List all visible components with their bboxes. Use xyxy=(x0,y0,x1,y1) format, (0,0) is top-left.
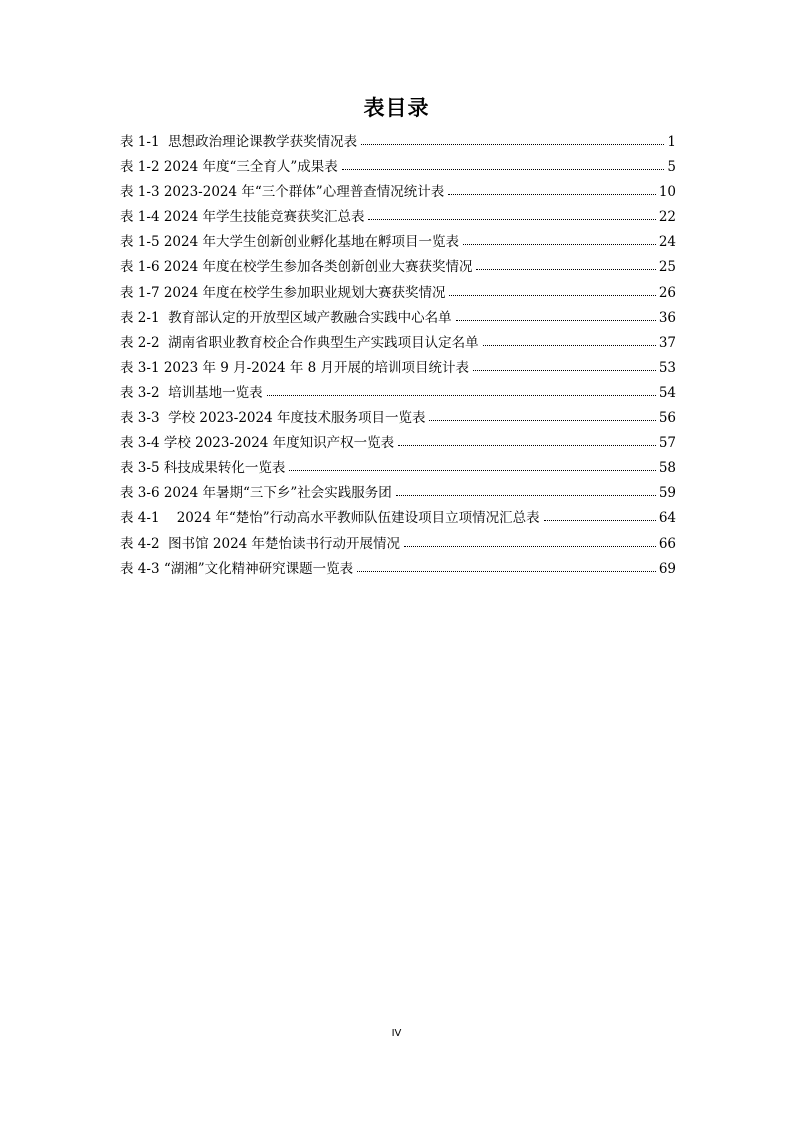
toc-entry-page: 54 xyxy=(658,384,676,401)
toc-entry-label: 表 1-6 2024 年度在校学生参加各类创新创业大赛获奖情况 xyxy=(120,259,473,276)
toc-entry-table-4-3[interactable] xyxy=(120,557,676,582)
toc-entry-page: 5 xyxy=(667,159,676,176)
toc-entry-label: 表 1-1 思想政治理论课教学获奖情况表 xyxy=(120,134,358,150)
toc-entry-label: 表 1-3 2023-2024 年“三个群体”心理普查情况统计表 xyxy=(120,184,445,201)
toc-entry-label: 表 2-2 湖南省职业教育校企合作典型生产实践项目认定名单 xyxy=(120,334,479,351)
toc-dot-leader xyxy=(357,567,656,572)
toc-entry-label: 表 4-3 “湖湘”文化精神研究课题一览表 xyxy=(120,560,354,577)
table-of-tables-list xyxy=(120,130,676,582)
toc-dot-leader xyxy=(361,140,664,145)
toc-dot-leader xyxy=(483,341,656,346)
toc-entry-label: 表 3-1 2023 年 9 月-2024 年 8 月开展的培训项目统计表 xyxy=(120,359,470,376)
toc-entry-page: 69 xyxy=(658,560,676,577)
toc-entry-page: 59 xyxy=(658,485,676,502)
toc-dot-leader xyxy=(456,316,656,321)
toc-entry-page: 37 xyxy=(658,334,676,351)
toc-entry-table-1-6[interactable] xyxy=(120,255,676,280)
toc-entry-page: 25 xyxy=(658,259,676,276)
toc-entry-page: 36 xyxy=(658,309,676,326)
toc-dot-leader xyxy=(473,366,656,371)
toc-entry-label: 表 3-2 培训基地一览表 xyxy=(120,384,263,401)
toc-dot-leader xyxy=(476,265,655,270)
toc-entry-label: 表 3-3 学校 2023-2024 年度技术服务项目一览表 xyxy=(120,410,426,427)
toc-entry-table-3-5[interactable] xyxy=(120,456,676,481)
toc-entry-table-3-1[interactable] xyxy=(120,356,676,381)
toc-entry-table-3-4[interactable] xyxy=(120,431,676,456)
toc-entry-label: 表 2-1 教育部认定的开放型区域产教融合实践中心名单 xyxy=(120,309,452,326)
toc-dot-leader xyxy=(267,391,656,396)
toc-entry-table-4-2[interactable] xyxy=(120,532,676,557)
toc-entry-table-3-3[interactable] xyxy=(120,406,676,431)
toc-entry-label: 表 3-6 2024 年暑期“三下乡”社会实践服务团 xyxy=(120,485,392,502)
toc-entry-label: 表 1-7 2024 年度在校学生参加职业规划大赛获奖情况 xyxy=(120,284,446,301)
toc-entry-table-2-1[interactable] xyxy=(120,306,676,331)
toc-entry-label: 表 1-5 2024 年大学生创新创业孵化基地在孵项目一览表 xyxy=(120,234,459,251)
toc-entry-page: 57 xyxy=(658,435,676,452)
toc-dot-leader xyxy=(368,215,655,220)
toc-entry-table-3-6[interactable] xyxy=(120,481,676,506)
toc-entry-label: 表 1-4 2024 年学生技能竞赛获奖汇总表 xyxy=(120,209,365,226)
toc-entry-label: 表 3-5 科技成果转化一览表 xyxy=(120,460,286,477)
toc-dot-leader xyxy=(463,240,656,245)
toc-entry-label: 表 4-1 2024 年“楚怡”行动高水平教师队伍建设项目立项情况汇总表 xyxy=(120,510,540,527)
toc-entry-table-1-1[interactable] xyxy=(120,130,676,155)
toc-entry-label: 表 3-4 学校 2023-2024 年度知识产权一览表 xyxy=(120,435,395,452)
toc-entry-page: 22 xyxy=(658,209,676,226)
toc-entry-page: 24 xyxy=(658,234,676,251)
toc-entry-page: 64 xyxy=(658,510,676,527)
page-title: 表目录 xyxy=(363,96,430,120)
toc-dot-leader xyxy=(449,291,655,296)
toc-entry-page: 58 xyxy=(658,460,676,477)
toc-entry-page: 26 xyxy=(658,284,676,301)
toc-entry-table-2-2[interactable] xyxy=(120,331,676,356)
toc-entry-page: 66 xyxy=(658,535,676,552)
toc-entry-page: 10 xyxy=(658,184,676,201)
page-number: IV xyxy=(391,1028,402,1039)
toc-entry-table-4-1[interactable] xyxy=(120,506,676,531)
toc-entry-page: 53 xyxy=(658,359,676,376)
toc-entry-table-1-2[interactable] xyxy=(120,155,676,180)
toc-entry-table-1-3[interactable] xyxy=(120,180,676,205)
toc-entry-label: 表 1-2 2024 年度“三全育人”成果表 xyxy=(120,159,338,176)
toc-dot-leader xyxy=(429,416,655,421)
toc-entry-table-1-5[interactable] xyxy=(120,230,676,255)
toc-dot-leader xyxy=(342,165,665,170)
toc-entry-page: 1 xyxy=(667,134,676,150)
toc-entry-table-1-4[interactable] xyxy=(120,205,676,230)
toc-entry-page: 56 xyxy=(658,410,676,427)
toc-dot-leader xyxy=(404,542,656,547)
toc-entry-table-1-7[interactable] xyxy=(120,281,676,306)
toc-dot-leader xyxy=(396,491,656,496)
toc-dot-leader xyxy=(398,441,656,446)
toc-dot-leader xyxy=(448,190,656,195)
toc-entry-table-3-2[interactable] xyxy=(120,381,676,406)
toc-entry-label: 表 4-2 图书馆 2024 年楚怡读书行动开展情况 xyxy=(120,535,401,552)
toc-dot-leader xyxy=(289,466,655,471)
toc-dot-leader xyxy=(544,516,656,521)
